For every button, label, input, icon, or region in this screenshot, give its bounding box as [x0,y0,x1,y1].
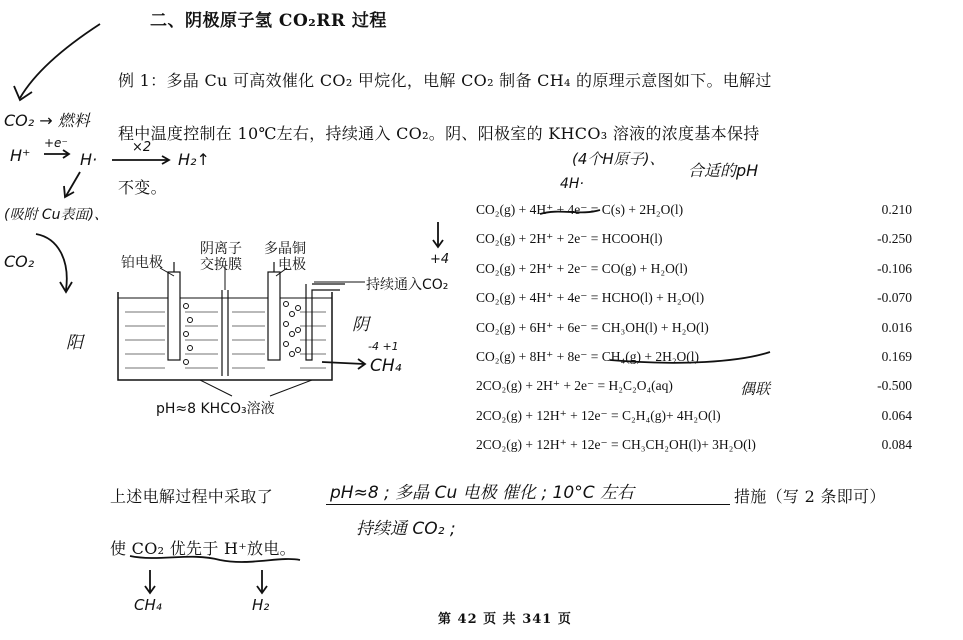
hand-plus-4: +4 [430,252,450,267]
label-leaders [160,266,365,396]
label-platinum-electrode: 铂电极 [121,255,163,271]
equation-text: CO₂(g) + 8H⁺ + 8e⁻ = CH₄(g) + 2H₂O(l) [476,348,700,364]
example-line-3: 不变。 [118,178,167,197]
hand-four-h-atoms: (4个H原子)、 [572,150,665,168]
equation-potential: -0.106 [877,260,912,276]
question-line-1-prefix: 上述电解过程中采取了 [110,487,274,506]
equation-potential: -0.500 [877,378,912,394]
platinum-electrode [168,262,180,360]
question-line-2: 使 CO₂ 优先于 H⁺放电。 [110,539,296,558]
equation-potential: 0.084 [881,437,912,453]
label-copper-electrode-line1: 多晶铜 [264,241,306,257]
equation-row [476,286,916,315]
question-line-1-suffix: 措施（写 2 条即可） [734,487,886,506]
hand-answer-line-2: 持续通 CO₂ ; [356,519,456,539]
equation-row [476,433,916,462]
equation-row [476,257,916,286]
equation-text: CO₂(g) + 2H⁺ + 2e⁻ = CO(g) + H₂O(l) [476,260,688,276]
electrolytic-tank [118,292,332,380]
equation-row [476,345,916,374]
equation-potential: 0.210 [881,202,912,217]
equation-text: CO₂(g) + 2H⁺ + 2e⁻ = HCOOH(l) [476,231,663,247]
equation-row [476,316,916,345]
equation-potential: 0.169 [881,348,912,364]
equation-text: 2CO₂(g) + 2H⁺ + 2e⁻ = H₂C₂O₄(aq) [476,378,673,394]
equation-text: CO₂(g) + 4H⁺ + 4e⁻ = HCHO(l) + H₂O(l) [476,290,705,306]
hand-ch4-bottom: CH₄ [134,596,162,614]
hand-h2-bottom: H₂ [252,596,270,614]
equation-row [476,404,916,433]
label-solution: pH≈8 KHCO₃溶液 [156,401,275,417]
equation-text: 2CO₂(g) + 12H⁺ + 12e⁻ = CH₃CH₂OH(l)+ 3H₂O(l) [476,437,756,453]
equation-row [476,227,916,256]
hand-h-radical: H· [80,150,98,169]
solution-hatching [125,312,326,368]
hand-plus-e: +e⁻ [44,136,68,150]
label-membrane-line2: 交换膜 [200,257,242,273]
label-membrane-line1: 阴离子 [200,241,242,257]
example-line-1: 例 1：多晶 Cu 可高效催化 CO₂ 甲烷化，电解 CO₂ 制备 CH₄ 的原理示意图如下。电解过 [118,71,772,90]
hand-anode: 阳 [66,333,83,353]
label-co2-inlet: 持续通入CO₂ [366,277,449,293]
gas-bubbles [184,302,301,365]
equation-row [476,198,916,227]
hand-h-plus: H⁺ [10,146,31,165]
hand-cathode: 阴 [352,315,369,335]
hand-ch4-product: CH₄ [370,356,402,376]
equation-potential: 0.064 [881,407,912,423]
example-line-2: 程中温度控制在 10℃左右，持续通入 CO₂。阴、阳极室的 KHCO₃ 溶液的浓度基本保持 [118,124,760,143]
hand-adsorb: (吸附 Cu表面)、 [4,207,109,223]
hand-times-2: ×2 [132,140,152,155]
hand-answer-line-1: pH≈8 ; 多晶 Cu 电极 催化 ; 10°C 左右 [330,483,634,503]
hand-h2: H₂↑ [178,150,210,169]
section-title: 二、阴极原子氢 CO₂RR 过程 [150,11,387,31]
hand-suitable-ph: 合适的pH [688,161,759,180]
equation-potential: 0.016 [881,319,912,335]
equation-potential: -0.250 [877,231,912,247]
equation-potential: -0.070 [877,290,912,306]
equation-text: 2CO₂(g) + 12H⁺ + 12e⁻ = C₂H₄(g)+ 4H₂O(l) [476,407,721,423]
answer-blank [326,504,730,505]
page-number-footer: 第 42 页 共 341 页 [438,612,572,627]
hand-co2-fuel: CO₂ → 燃料 [4,111,90,130]
hand-oxidation-states: -4 +1 [368,340,399,353]
equation-text: CO₂(g) + 4H⁺ + 4e⁻ = C(s) + 2H₂O(l) [476,202,684,217]
hand-co2-left: CO₂ [4,252,35,271]
reduction-equations-table [476,198,916,463]
co2-inlet-tube [306,284,345,360]
copper-electrode [268,262,280,360]
label-copper-electrode-line2: 电极 [278,257,306,273]
anion-exchange-membrane [222,290,228,376]
equation-row [476,374,916,403]
hand-coupling: 偶联 [740,380,771,398]
hand-four-h: 4H· [560,176,584,192]
equation-text: CO₂(g) + 6H⁺ + 6e⁻ = CH₃OH(l) + H₂O(l) [476,319,709,335]
